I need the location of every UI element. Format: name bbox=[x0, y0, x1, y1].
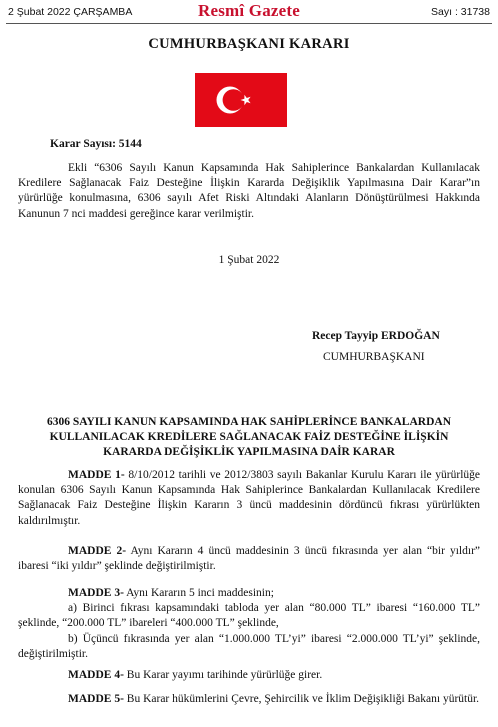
article-3-item-a: a) Birinci fıkrası kapsamındaki tabloda yer alan “80.000 TL” ibaresi “160.000 TL” şeklinde, “200.000 TL” ibareleri “400.000 TL” şeklinde, bbox=[18, 602, 480, 630]
annex-title-line: KARARDA DEĞİŞİKLİK YAPILMASINA DAİR KARAR bbox=[103, 446, 395, 458]
article-text: Bu Karar yayımı tarihinde yürürlüğe girer. bbox=[123, 669, 323, 681]
decree-body bbox=[18, 161, 480, 222]
article-3 bbox=[18, 586, 480, 662]
annex-title-line: 6306 SAYILI KANUN KAPSAMINDA HAK SAHİPLERİNCE BANKALARDAN bbox=[46, 416, 452, 428]
header-date: 2 Şubat 2022 ÇARŞAMBA bbox=[8, 6, 133, 18]
article-5 bbox=[18, 692, 480, 707]
article-text: 8/10/2012 tarihli ve 2012/3803 sayılı Bakanlar Kurulu Kararı ile yürürlüğe konulan 6306 Sayılı Kanun Kapsamında Hak Sahiplerince Bankalardan Kullanılacak Kredilere Sağlanacak Faiz Desteğine İlişkin Kararın 3 üncü maddesinin dördüncü fıkrası yürürlükten kaldırılmıştır. bbox=[18, 469, 480, 527]
gazette-header bbox=[0, 0, 498, 24]
issue-number: Sayı : 31738 bbox=[431, 6, 490, 18]
article-label: MADDE 5- bbox=[68, 693, 124, 705]
article-1 bbox=[18, 468, 480, 529]
signer-title: CUMHURBAŞKANI bbox=[323, 351, 425, 363]
article-label: MADDE 4- bbox=[68, 669, 124, 681]
article-text: Aynı Kararın 5 inci maddesinin; bbox=[123, 587, 274, 599]
decree-title: CUMHURBAŞKANI KARARI bbox=[148, 36, 350, 52]
annex-title bbox=[20, 415, 478, 460]
article-label: MADDE 3- bbox=[68, 587, 124, 599]
article-text: Aynı Kararın 4 üncü maddesinin 3 üncü fıkrasında yer alan “bir yıldır” ibaresi “iki yıldır” şeklinde değiştirilmiştir. bbox=[18, 545, 480, 573]
turkish-flag-icon bbox=[195, 73, 287, 127]
article-2 bbox=[18, 544, 480, 574]
header-divider bbox=[6, 23, 492, 24]
decree-body-text: Ekli “6306 Sayılı Kanun Kapsamında Hak Sahiplerince Bankalardan Kullanılacak Kredilere Sağlanacak Faiz Desteğine İlişkin Kararda Değişiklik Yapılmasına Dair Karar”ın yürürlüğe konulmasına, 6306 sayılı Afet Riski Altındaki Alanların Dönüştürülmesi Hakkında Kanunun 7 nci maddesi gereğince karar verilmiştir. bbox=[18, 162, 480, 220]
decree-date: 1 Şubat 2022 bbox=[218, 254, 280, 266]
gazette-name: Resmî Gazete bbox=[198, 1, 300, 20]
article-label: MADDE 1- bbox=[68, 469, 125, 481]
article-3-item-b: b) Üçüncü fıkrasında yer alan “1.000.000 TL’yi” ibaresi “2.000.000 TL’yi” şeklinde, değiştirilmiştir. bbox=[18, 632, 480, 660]
annex-title-line: KULLANILACAK KREDİLERE SAĞLANACAK FAİZ DESTEĞİNE İLİŞKİN bbox=[49, 431, 449, 443]
decree-number: Karar Sayısı: 5144 bbox=[50, 138, 142, 150]
signer-name: Recep Tayyip ERDOĞAN bbox=[312, 330, 440, 342]
article-label: MADDE 2- bbox=[68, 545, 127, 557]
article-4 bbox=[18, 668, 480, 683]
article-text: Bu Karar hükümlerini Çevre, Şehircilik ve İklim Değişikliği Bakanı yürütür. bbox=[123, 693, 480, 705]
